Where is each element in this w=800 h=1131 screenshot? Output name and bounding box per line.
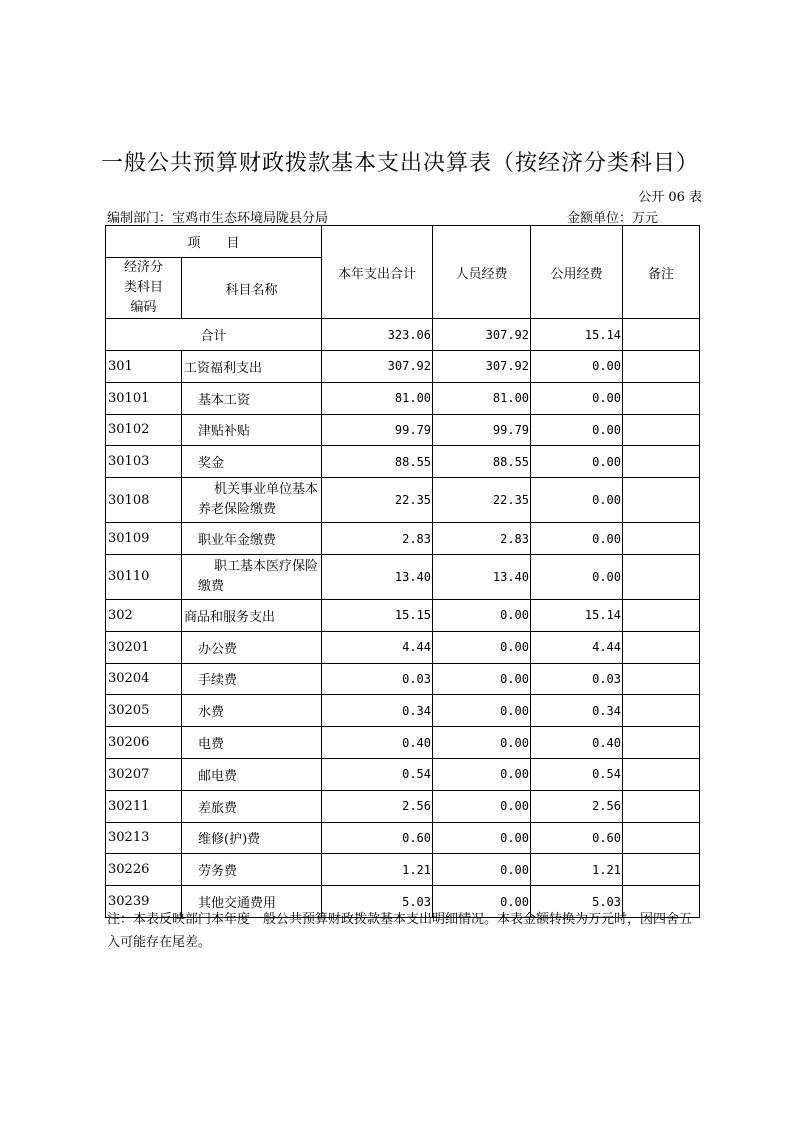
row-code: 30108 bbox=[106, 478, 182, 523]
header-personnel: 人员经费 bbox=[433, 226, 531, 319]
row-total: 0.40 bbox=[322, 727, 433, 759]
row-public: 0.60 bbox=[531, 822, 623, 854]
row-total: 2.56 bbox=[322, 790, 433, 822]
row-name: 商品和服务支出 bbox=[182, 599, 322, 631]
table-row bbox=[106, 631, 700, 663]
row-code: 30110 bbox=[106, 554, 182, 599]
row-public: 0.00 bbox=[531, 351, 623, 383]
table-row bbox=[106, 414, 700, 446]
row-personnel: 0.00 bbox=[433, 854, 531, 886]
row-public: 0.00 bbox=[531, 554, 623, 599]
row-name: 奖金 bbox=[182, 446, 322, 478]
row-name: 邮电费 bbox=[182, 758, 322, 790]
amount-unit-label: 金额单位：万元 bbox=[567, 211, 659, 226]
row-name: 手续费 bbox=[182, 663, 322, 695]
row-total: 13.40 bbox=[322, 554, 433, 599]
row-code: 301 bbox=[106, 351, 182, 383]
row-personnel: 0.00 bbox=[433, 663, 531, 695]
row-total: 15.15 bbox=[322, 599, 433, 631]
row-personnel: 0.00 bbox=[433, 886, 531, 918]
row-total: 22.35 bbox=[322, 478, 433, 523]
row-public: 0.54 bbox=[531, 758, 623, 790]
row-remark bbox=[623, 790, 700, 822]
table-row bbox=[106, 554, 700, 599]
header-public: 公用经费 bbox=[531, 226, 623, 319]
table-row bbox=[106, 758, 700, 790]
footnote: 注：本表反映部门本年度一般公共预算财政拨款基本支出明细情况。本表金额转换为万元时，因四舍五入可能存在尾差。 bbox=[107, 912, 693, 950]
row-remark bbox=[623, 854, 700, 886]
total-remark bbox=[623, 319, 700, 351]
department-label: 编制部门：宝鸡市生态环境局陇县分局 bbox=[107, 211, 329, 226]
row-total: 1.21 bbox=[322, 854, 433, 886]
row-total: 0.03 bbox=[322, 663, 433, 695]
row-public: 5.03 bbox=[531, 886, 623, 918]
row-code: 30206 bbox=[106, 727, 182, 759]
row-remark bbox=[623, 758, 700, 790]
row-public: 4.44 bbox=[531, 631, 623, 663]
row-public: 15.14 bbox=[531, 599, 623, 631]
row-public: 0.03 bbox=[531, 663, 623, 695]
row-code: 30102 bbox=[106, 414, 182, 446]
row-total: 2.83 bbox=[322, 523, 433, 555]
row-personnel: 0.00 bbox=[433, 822, 531, 854]
header-total: 本年支出合计 bbox=[322, 226, 433, 319]
row-name: 差旅费 bbox=[182, 790, 322, 822]
row-public: 0.00 bbox=[531, 478, 623, 523]
row-public: 0.40 bbox=[531, 727, 623, 759]
row-remark bbox=[623, 523, 700, 555]
row-personnel: 0.00 bbox=[433, 790, 531, 822]
total-row bbox=[106, 319, 700, 351]
table-row bbox=[106, 695, 700, 727]
row-name: 办公费 bbox=[182, 631, 322, 663]
row-personnel: 0.00 bbox=[433, 758, 531, 790]
row-public: 0.00 bbox=[531, 382, 623, 414]
total-total: 323.06 bbox=[322, 319, 433, 351]
row-code: 30101 bbox=[106, 382, 182, 414]
row-name: 电费 bbox=[182, 727, 322, 759]
row-remark bbox=[623, 414, 700, 446]
total-label: 合计 bbox=[106, 319, 322, 351]
row-remark bbox=[623, 382, 700, 414]
row-remark bbox=[623, 695, 700, 727]
row-name: 其他交通费用 bbox=[182, 886, 322, 918]
header-remark: 备注 bbox=[623, 226, 700, 319]
row-personnel: 0.00 bbox=[433, 631, 531, 663]
row-code: 30204 bbox=[106, 663, 182, 695]
table-row bbox=[106, 478, 700, 523]
row-total: 81.00 bbox=[322, 382, 433, 414]
row-remark bbox=[623, 478, 700, 523]
row-personnel: 0.00 bbox=[433, 727, 531, 759]
row-code: 30207 bbox=[106, 758, 182, 790]
row-total: 5.03 bbox=[322, 886, 433, 918]
row-total: 4.44 bbox=[322, 631, 433, 663]
table-row bbox=[106, 382, 700, 414]
table-row bbox=[106, 790, 700, 822]
row-remark bbox=[623, 554, 700, 599]
row-code: 30213 bbox=[106, 822, 182, 854]
table-row bbox=[106, 822, 700, 854]
row-public: 0.34 bbox=[531, 695, 623, 727]
row-personnel: 81.00 bbox=[433, 382, 531, 414]
row-name: 津贴补贴 bbox=[182, 414, 322, 446]
row-remark bbox=[623, 599, 700, 631]
table-row bbox=[106, 854, 700, 886]
row-name: 基本工资 bbox=[182, 382, 322, 414]
row-total: 0.34 bbox=[322, 695, 433, 727]
row-personnel: 88.55 bbox=[433, 446, 531, 478]
table-row bbox=[106, 663, 700, 695]
row-code: 302 bbox=[106, 599, 182, 631]
row-personnel: 0.00 bbox=[433, 599, 531, 631]
row-code: 30201 bbox=[106, 631, 182, 663]
header-item: 项 目 bbox=[106, 226, 322, 258]
row-code: 30205 bbox=[106, 695, 182, 727]
row-remark bbox=[623, 351, 700, 383]
row-name: 职业年金缴费 bbox=[182, 523, 322, 555]
row-remark bbox=[623, 727, 700, 759]
row-name: 工资福利支出 bbox=[182, 351, 322, 383]
row-personnel: 22.35 bbox=[433, 478, 531, 523]
row-public: 1.21 bbox=[531, 854, 623, 886]
row-total: 0.60 bbox=[322, 822, 433, 854]
row-remark bbox=[623, 446, 700, 478]
row-total: 307.92 bbox=[322, 351, 433, 383]
header-row-1 bbox=[106, 226, 700, 258]
row-name: 水费 bbox=[182, 695, 322, 727]
row-total: 88.55 bbox=[322, 446, 433, 478]
row-public: 2.56 bbox=[531, 790, 623, 822]
row-remark bbox=[623, 822, 700, 854]
row-code: 30239 bbox=[106, 886, 182, 918]
table-row bbox=[106, 599, 700, 631]
row-personnel: 0.00 bbox=[433, 695, 531, 727]
row-name: 维修(护)费 bbox=[182, 822, 322, 854]
table-row bbox=[106, 446, 700, 478]
row-personnel: 13.40 bbox=[433, 554, 531, 599]
table-row bbox=[106, 523, 700, 555]
table-row bbox=[106, 727, 700, 759]
row-code: 30109 bbox=[106, 523, 182, 555]
row-name: 职工基本医疗保险缴费 bbox=[182, 554, 322, 599]
row-name: 机关事业单位基本养老保险缴费 bbox=[182, 478, 322, 523]
row-code: 30103 bbox=[106, 446, 182, 478]
row-public: 0.00 bbox=[531, 414, 623, 446]
row-total: 99.79 bbox=[322, 414, 433, 446]
expenditure-table bbox=[105, 225, 700, 918]
row-personnel: 99.79 bbox=[433, 414, 531, 446]
row-code: 30226 bbox=[106, 854, 182, 886]
header-code: 经济分类科目编码 bbox=[106, 258, 182, 319]
row-name: 劳务费 bbox=[182, 854, 322, 886]
row-public: 0.00 bbox=[531, 446, 623, 478]
form-number: 公开 06 表 bbox=[638, 190, 702, 205]
table-row bbox=[106, 351, 700, 383]
row-remark bbox=[623, 631, 700, 663]
row-code: 30211 bbox=[106, 790, 182, 822]
header-name: 科目名称 bbox=[182, 258, 322, 319]
page-title: 一般公共预算财政拨款基本支出决算表（按经济分类科目） bbox=[100, 151, 699, 176]
total-personnel: 307.92 bbox=[433, 319, 531, 351]
total-public: 15.14 bbox=[531, 319, 623, 351]
row-personnel: 307.92 bbox=[433, 351, 531, 383]
row-personnel: 2.83 bbox=[433, 523, 531, 555]
row-public: 0.00 bbox=[531, 523, 623, 555]
row-total: 0.54 bbox=[322, 758, 433, 790]
row-remark bbox=[623, 663, 700, 695]
